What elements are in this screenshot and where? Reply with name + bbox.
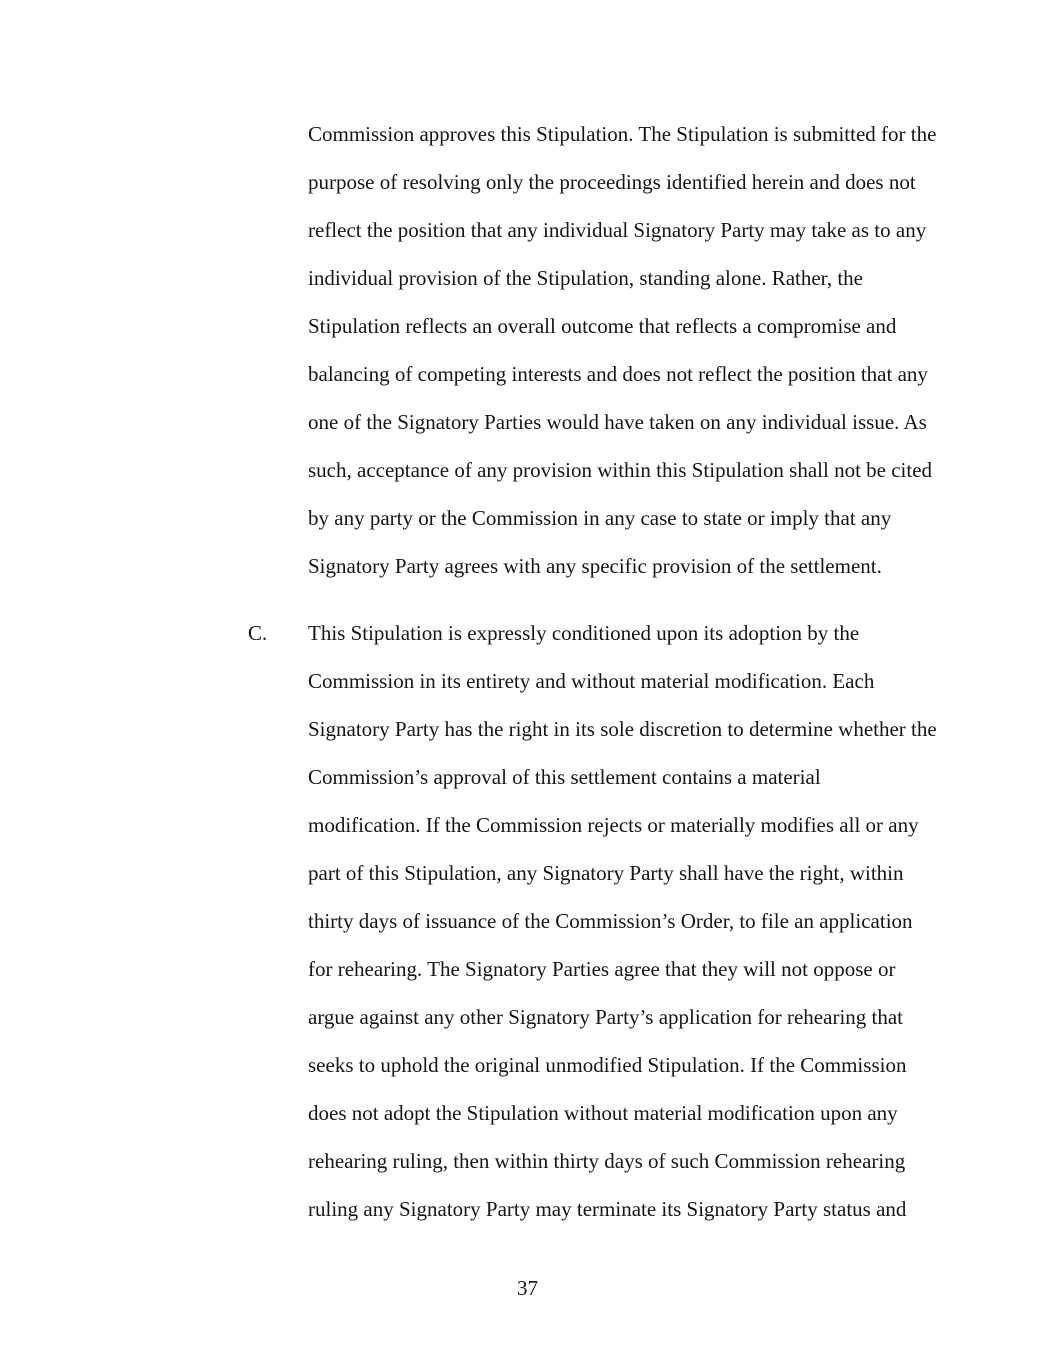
text-line: Commission approves this Stipulation. The Stipulation is submitted for the	[308, 122, 937, 146]
text-line: part of this Stipulation, any Signatory Party shall have the right, within	[308, 861, 904, 885]
text-line: such, acceptance of any provision within this Stipulation shall not be cited	[308, 458, 933, 482]
text-line: This Stipulation is expressly conditioned upon its adoption by the	[308, 621, 860, 645]
text-line: Signatory Party has the right in its sole discretion to determine whether the	[308, 717, 937, 741]
document-body	[248, 110, 968, 1233]
text-line: for rehearing. The Signatory Parties agree that they will not oppose or	[308, 957, 896, 981]
list-item-c-label: C.	[248, 621, 268, 645]
text-line: Commission in its entirety and without material modification. Each	[308, 669, 875, 693]
text-line: individual provision of the Stipulation, standing alone. Rather, the	[308, 266, 863, 290]
text-line: rehearing ruling, then within thirty days of such Commission rehearing	[308, 1149, 906, 1173]
list-item-c	[248, 609, 968, 1233]
text-line: balancing of competing interests and does not reflect the position that any	[308, 362, 928, 386]
text-line: Signatory Party agrees with any specific provision of the settlement.	[308, 554, 882, 578]
text-line: seeks to uphold the original unmodified Stipulation. If the Commission	[308, 1053, 907, 1077]
text-line: one of the Signatory Parties would have taken on any individual issue. As	[308, 410, 927, 434]
page-number: 37	[517, 1276, 538, 1300]
text-line: purpose of resolving only the proceedings identified herein and does not	[308, 170, 916, 194]
text-line: reflect the position that any individual Signatory Party may take as to any	[308, 218, 927, 242]
text-line: Stipulation reflects an overall outcome that reflects a compromise and	[308, 314, 897, 338]
text-line: argue against any other Signatory Party’s application for rehearing that	[308, 1005, 904, 1029]
text-line: thirty days of issuance of the Commission’s Order, to file an application	[308, 909, 913, 933]
paragraph-b-continuation	[308, 110, 968, 590]
text-line: by any party or the Commission in any case to state or imply that any	[308, 506, 892, 530]
text-line: does not adopt the Stipulation without material modification upon any	[308, 1101, 898, 1125]
text-line: modification. If the Commission rejects or materially modifies all or any	[308, 813, 919, 837]
text-line: Commission’s approval of this settlement contains a material	[308, 765, 821, 789]
text-line: ruling any Signatory Party may terminate its Signatory Party status and	[308, 1197, 907, 1221]
